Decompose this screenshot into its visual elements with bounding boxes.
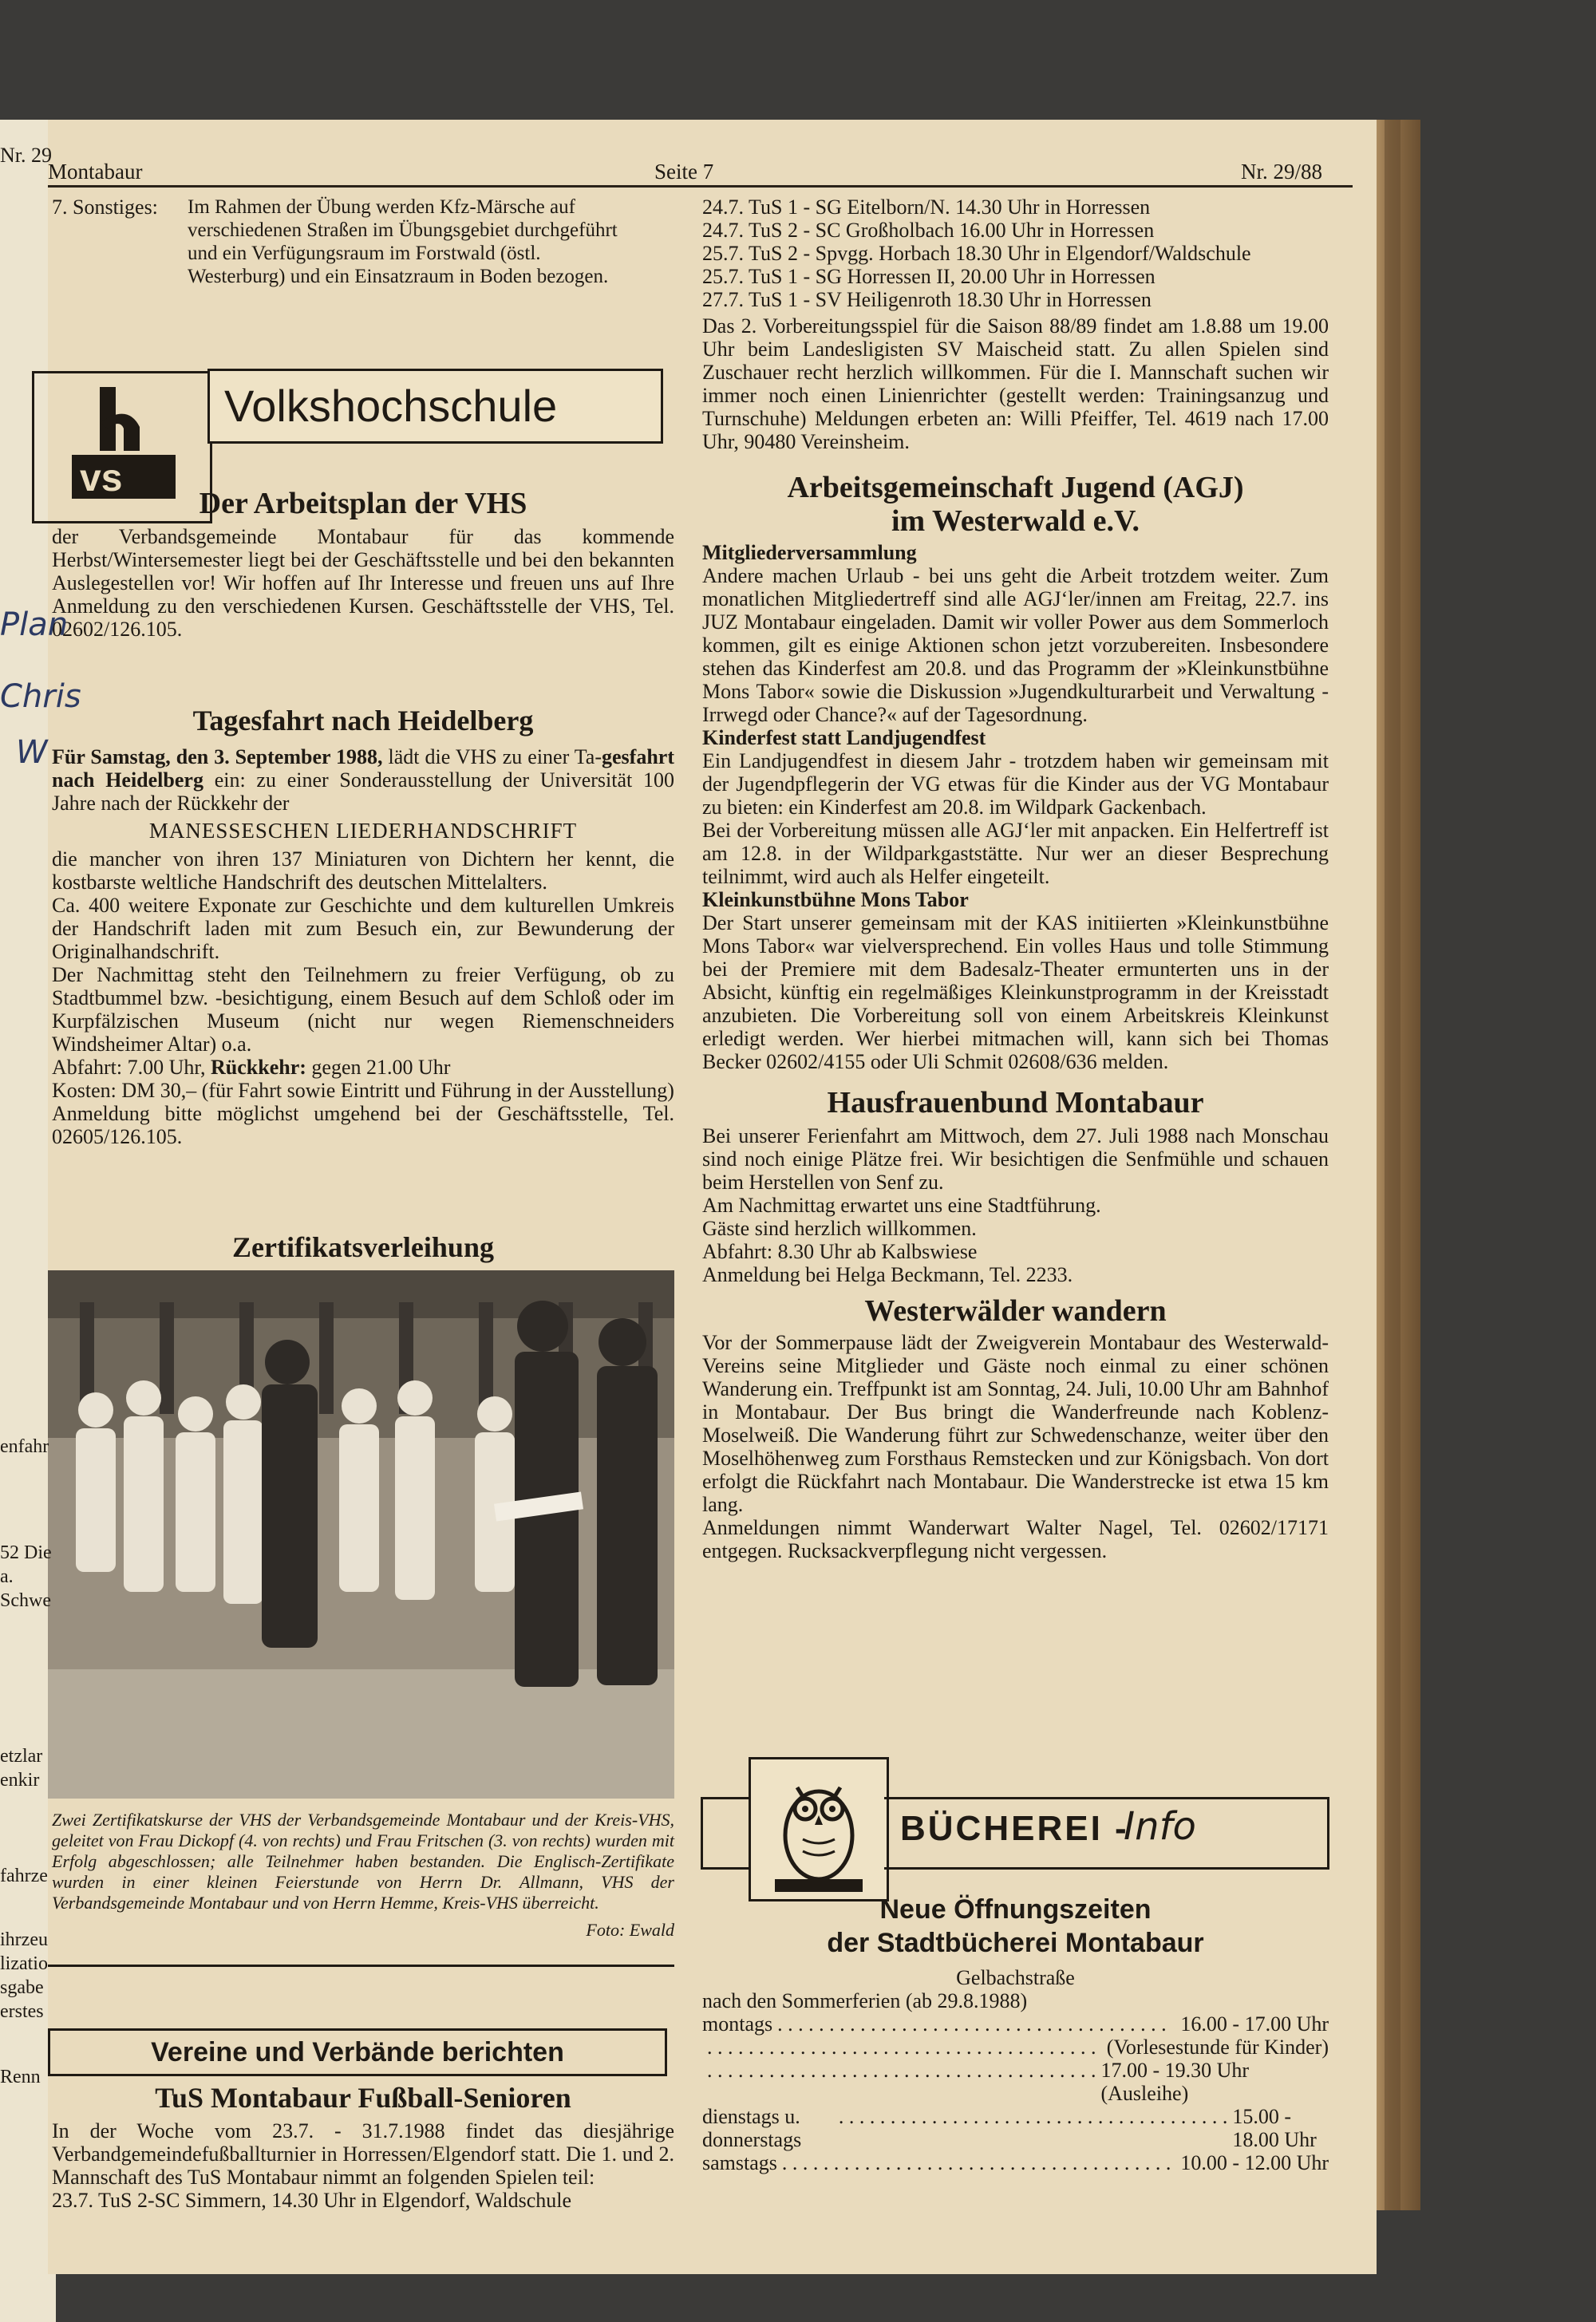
schedule-time: 15.00 - 18.00 Uhr (1232, 2105, 1317, 2151)
agj-title-2: im Westerwald e.V. (891, 504, 1140, 538)
heidelberg-date: Für Samstag, den 3. September 1988, (52, 745, 383, 768)
margin-note-chris: Chris (0, 678, 81, 715)
tus-first-match: 23.7. TuS 2-SC Simmern, 14.30 Uhr in Elgendorf, Waldschule (52, 2189, 572, 2212)
hfb-p1: Bei unserer Ferienfahrt am Mittwoch, dem 27. Juli 1988 nach Monschau sind noch einige Plätze frei. Wir besichtigen die Senfmühle und schauen beim Herstellen von Senf zu. (702, 1124, 1329, 1194)
agj-p2: Ein Landjugendfest in diesem Jahr - trotzdem haben wir gemeinsam mit der Jugendpflegerin der VG etwas für die Kinder aus der VG Montabaur zu bieten: ein Kinderfest am 20.8. im Wildpark Gackenbach. (702, 749, 1329, 819)
match-item: 24.7. TuS 1 - SG Eitelborn/N. 14.30 Uhr in Horressen (702, 195, 1151, 219)
award-photo (48, 1270, 674, 1799)
photo-caption: Zwei Zertifikatskurse der VHS der Verbandsgemeinde Montabaur und der Kreis-VHS, geleitet von Frau Dickopf (4. von rechts) und Frau Fritschen (3. von rechts) wurden mit Erfolg abgeschlossen; alle Teilnehmer haben bestanden. Die Englisch-Zertifikate wurden in einer kleinen Feierstunde von Herrn Dr. Allmann, VHS der Verbandsgemeinde Montabaur und von Herrn Hemme, Kreis-VHS überreicht. (52, 1810, 674, 1913)
match-item: 25.7. TuS 2 - Spvgg. Horbach 18.30 Uhr in Elgendorf/Waldschule (702, 242, 1251, 265)
sonstiges-text: Im Rahmen der Übung werden Kfz-Märsche auf verschiedenen Straßen im Übungsgebiet durchgeführt und ein Verfügungsraum im Forstwald (östl. Westerburg) und ein Einsatzraum in Boden bezogen. (188, 196, 618, 287)
agj-title-1: Arbeitsgemeinschaft Jugend (AGJ) (787, 471, 1244, 504)
lib-after: nach den Sommerferien (ab 29.8.1988) (702, 1989, 1028, 2012)
vhs-banner (207, 369, 663, 444)
edge-fragment: 52 Die (0, 1542, 52, 1563)
photo-caption-block (52, 1810, 674, 1941)
edge-fragment: enkir (0, 1770, 40, 1791)
hfb-title: Hausfrauenbund Montabaur (827, 1086, 1204, 1120)
vhs-plan-text: der Verbandsgemeinde Montabaur für das kommende Herbst/Wintersemester liegt bei der Geschäftsstelle und bei den bekannten Auslegestellen vor! Wir hoffen auf Ihr Interesse und freuen uns auf Ihre Anmeldung zu den verschiedenen Kursen. Geschäftsstelle der VHS, Tel. 02602/126.105. (52, 525, 674, 641)
schedule-day: dienstags u. donnerstags (702, 2105, 802, 2151)
tus-text: In der Woche vom 23.7. - 31.7.1988 findet das diesjährige Verbandgemeindefußballturnier in Horressen/Elgendorf statt. Die 1. und 2. Mannschaft des TuS Montabaur nimmt an folgenden Spielen teil: (52, 2119, 674, 2189)
heidelberg-intro-d: ein: zu einer Sonderausstellung der Universität 100 Jahre nach der Rückkehr der (52, 768, 674, 815)
right-column (702, 195, 1329, 1562)
schedule-row (702, 2036, 1329, 2059)
sonstiges-label: 7. Sonstiges: (52, 195, 158, 219)
edge-tab: Nr. 29 (0, 144, 52, 167)
award-photo-image (48, 1270, 674, 1799)
agj-p4: Der Start unserer gemeinsam mit der KAS initiierten »Kleinkunstbühne Mons Tabor« war vielversprechend. Ein volles Haus und tolle Stimmung bei der Premiere mit dem Badesalz-Theater ermunterten uns in der Absicht, künftig ein regelmäßiges Kleinkunstprogramm in der Kreisstadt anzubieten. Die Vorbereitung soll von einem Arbeitskreis Kleinkunst erledigt werden. Wer hierbei mitmachen will, kann sich bei Thomas Becker 02602/4155 oder Uli Schmit 02608/636 melden. (702, 911, 1329, 1073)
edge-fragment: Renn (0, 2067, 41, 2087)
rueckkehr-label: Rückkehr: (211, 1056, 306, 1079)
schedule-row (702, 2105, 1329, 2151)
match-item: 27.7. TuS 1 - SV Heiligenroth 18.30 Uhr in Horressen (702, 288, 1152, 311)
agj-sub-mitglieder: Mitgliederversammlung (702, 541, 917, 564)
schedule-row (702, 2059, 1329, 2105)
match-list (702, 195, 1329, 311)
schedule-dots: . . . . . . . . . . . . . . . . . . . . . . . . . . . . . . . . . . . . . . (838, 2105, 1228, 2128)
section-rule (48, 1965, 674, 1967)
lib-title-1: Neue Öffnungszeiten (879, 1894, 1152, 1925)
edge-fragment: fahrze (0, 1866, 48, 1886)
hfb-line: Am Nachmittag erwartet uns eine Stadtführung. (702, 1194, 1101, 1217)
agj-sub-kleinkunst: Kleinkunstbühne Mons Tabor (702, 888, 969, 911)
manesse-heading: MANESSESCHEN LIEDERHANDSCHRIFT (148, 819, 578, 843)
schedule-dots: . . . . . . . . . . . . . . . . . . . . . . . . . . . . . . . . . . . . . . (707, 2059, 1096, 2082)
header-page-number: Seite 7 (654, 160, 714, 184)
schedule-time: 10.00 - 12.00 Uhr (1180, 2151, 1329, 2174)
library-banner-text-frame (884, 1797, 1329, 1870)
edge-fragment: Schwe (0, 1590, 51, 1611)
edge-fragment: erstes (0, 2001, 44, 2022)
binding-shadow (1385, 120, 1400, 2210)
ww-p2: Anmeldungen nimmt Wanderwart Walter Nagel, Tel. 02602/17171 entgegen. Rucksackverpflegung nicht vergessen. (702, 1516, 1329, 1562)
edge-fragment: lizatio (0, 1953, 48, 1974)
heidelberg-p3: Ca. 400 weitere Exponate zur Geschichte und dem kulturellen Umkreis der Handschrift laden mit zum Besuch ein, zur Bewunderung der Originalhandschrift. (52, 894, 674, 963)
opening-schedule (702, 2012, 1329, 2174)
left-column (52, 195, 682, 288)
agj-sub-kinderfest: Kinderfest statt Landjugendfest (702, 726, 986, 749)
schedule-dots: . . . . . . . . . . . . . . . . . . . . . . . . . . . . . . . . . . . . . . (777, 2012, 1167, 2036)
schedule-day: samstags (702, 2151, 777, 2174)
vhs-plan-article (52, 487, 674, 641)
edge-fragment: sgabe (0, 1977, 44, 1998)
heidelberg-anmeldung: Anmeldung bitte möglichst umgehend bei der Geschäftsstelle, Tel. 02605/126.105. (52, 1102, 674, 1148)
schedule-time: (Vorlesestunde für Kinder) (1106, 2036, 1329, 2059)
hfb-line: Gäste sind herzlich willkommen. (702, 1217, 977, 1240)
lib-title-2: der Stadtbücherei Montabaur (827, 1928, 1204, 1958)
library-banner (701, 1757, 1331, 1901)
heidelberg-article (52, 704, 674, 1148)
schedule-dots: . . . . . . . . . . . . . . . . . . . . . . . . . . . . . . . . . . . . . . (707, 2036, 1096, 2059)
heidelberg-p2: die mancher von ihren 137 Miniaturen von Dichtern her kennt, die kostbarste weltliche Handschrift des deutschen Mittelalters. (52, 847, 674, 894)
header-issue: Nr. 29/88 (1241, 160, 1323, 184)
heidelberg-title: Tagesfahrt nach Heidelberg (192, 705, 534, 736)
agj-p1: Andere machen Urlaub - bei uns geht die Arbeit trotzdem weiter. Zum monatlichen Mitgliedertreff sind alle AGJ‘ler/innen am Freitag, 22.7. ins JUZ Montabaur eingeladen. Damit wir voller Power aus dem Sommerloch kommen, gilt es einige Aktionen schon jetzt vorzubereiten. Insbesondere stehen das Kinderfest am 20.8. und das Programm der »Kleinkunstbühne Mons Tabor« sowie die Diskussion »Jugendkulturarbeit und Verwaltung - Irrwegd oder Chance?« auf der Tagesordnung. (702, 564, 1329, 726)
hfb-line: Abfahrt: 8.30 Uhr ab Kalbswiese (702, 1240, 978, 1263)
vhs-banner-text: Volkshochschule (224, 381, 558, 431)
schedule-row (702, 2151, 1329, 2174)
library-banner-left-edge (701, 1797, 751, 1870)
owl-icon (751, 1759, 887, 1899)
vhs-plan-title: Der Arbeitsplan der VHS (199, 487, 527, 520)
newspaper-page (48, 120, 1377, 2274)
heidelberg-intro-b: lädt die VHS zu einer Ta- (382, 745, 602, 768)
ww-title: Westerwälder wandern (864, 1294, 1167, 1328)
library-owl-frame (749, 1757, 889, 1901)
agj-p3: Bei der Vorbereitung müssen alle AGJ‘ler mit anpacken. Ein Helfertreff ist am 12.8. in der Wildparkgaststätte. Nur wer an dieser Besprechung teilnimmt, wird auch als Helfer eingeteilt. (702, 819, 1329, 888)
rueckkehr-text: gegen 21.00 Uhr (306, 1056, 451, 1079)
abfahrt-label: Abfahrt: (52, 1056, 123, 1079)
heidelberg-trip: gesfahrt nach Heidelberg (52, 745, 674, 792)
library-article (702, 1893, 1329, 2174)
vereine-banner: Vereine und Verbände berichten (48, 2028, 667, 2076)
edge-fragment: enfahr (0, 1436, 49, 1457)
schedule-row (702, 2012, 1329, 2036)
margin-note-plan: Plan (0, 606, 69, 643)
sonstiges-block (52, 195, 682, 288)
heidelberg-intro (52, 745, 674, 815)
library-banner-script: Info (1124, 1804, 1196, 1849)
hfb-line: Anmeldung bei Helga Beckmann, Tel. 2233. (702, 1263, 1073, 1286)
header-left: Montabaur (48, 160, 143, 184)
zertifikat-article (52, 1230, 674, 1264)
header-rule (48, 185, 1353, 188)
heidelberg-p4: Der Nachmittag steht den Teilnehmern zu freier Verfügung, ob zu Stadtbummel bzw. -besichtigung, einem Besuch auf dem Schloß oder im Kurpfälzischen Museum (nicht nur wegen Riemenschneiders Windsheimer Altar) o.a. (52, 963, 674, 1056)
schedule-day: montags (702, 2012, 773, 2036)
schedule-time: 17.00 - 19.30 Uhr (Ausleihe) (1100, 2059, 1250, 2105)
photo-credit: Foto: Ewald (586, 1920, 674, 1940)
edge-fragment: etzlar (0, 1746, 43, 1767)
zertifikat-title: Zertifikatsverleihung (232, 1231, 494, 1263)
tus-article (52, 2081, 674, 2212)
library-banner-text: BÜCHEREI - (900, 1809, 1129, 1848)
heidelberg-times (52, 1056, 674, 1079)
tus-p2: Das 2. Vorbereitungsspiel für die Saison 88/89 findet am 1.8.88 um 19.00 Uhr beim Landesligisten SV Maischeid statt. Zu allen Spielen sind Zuschauer recht herzlich willkommen. Für die I. Mannschaft suchen wir immer noch einen Linienrichter (gestellt werden: Trainingsanzug und Turnschuhe) Meldungen erbeten an: Willi Pfeiffer, Tel. 4619 nach 17.00 Uhr, 90480 Vereinsheim. (702, 314, 1329, 453)
margin-note-w: W (16, 734, 48, 771)
match-item: 24.7. TuS 2 - SC Großholbach 16.00 Uhr in Horressen (702, 219, 1155, 242)
svg-text:vs: vs (80, 457, 123, 500)
edge-fragment: ihrzeu (0, 1929, 48, 1950)
edge-fragment: a. (0, 1566, 14, 1587)
schedule-dots: . . . . . . . . . . . . . . . . . . . . . . . . . . . . . . . . . . . . . . (781, 2151, 1171, 2174)
lib-street: Gelbachstraße (956, 1966, 1075, 1989)
schedule-time: 16.00 - 17.00 Uhr (1180, 2012, 1329, 2036)
match-item: 25.7. TuS 1 - SG Horressen II, 20.00 Uhr in Horressen (702, 265, 1156, 288)
heidelberg-kosten: Kosten: DM 30,– (für Fahrt sowie Eintritt und Führung in der Ausstellung) (52, 1079, 674, 1102)
tus-title: TuS Montabaur Fußball-Senioren (155, 2082, 571, 2114)
abfahrt-text: 7.00 Uhr, (122, 1056, 211, 1079)
ww-p1: Vor der Sommerpause lädt der Zweigverein Montabaur des Westerwald-Vereins seine Mitglieder und Gäste noch einmal zu einer schönen Wanderung ein. Treffpunkt ist am Sonntag, 24. Juli, 10.00 Uhr am Bahnhof in Montabaur. Der Bus bringt die Wanderfreunde nach Koblenz-Moselweiß. Die Wanderung führt zur Schwedenschanze, weiter über den Moselhöhenweg zum Forsthaus Remstecken und zur Königsbach. Von dort erfolgt die Rückfahrt nach Montabaur. Die Wanderstrecke ist etwa 15 km lang. (702, 1331, 1329, 1516)
